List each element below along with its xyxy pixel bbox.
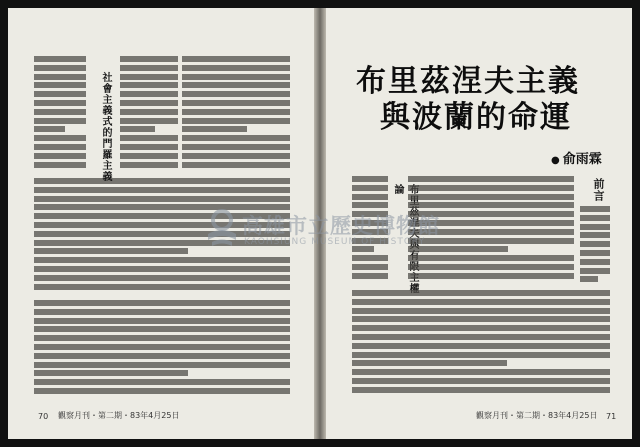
text-line bbox=[120, 162, 178, 168]
text-line bbox=[34, 56, 86, 62]
text-line bbox=[352, 176, 388, 182]
text-line bbox=[34, 370, 188, 376]
text-line bbox=[182, 109, 290, 115]
text-line bbox=[34, 196, 290, 202]
text-line bbox=[352, 185, 388, 191]
text-line bbox=[34, 213, 290, 219]
right-subhead: 里 與 主權論 bbox=[392, 184, 418, 294]
text-line bbox=[34, 153, 86, 159]
text-line bbox=[408, 229, 574, 235]
text-line bbox=[408, 273, 574, 279]
text-line bbox=[34, 379, 290, 385]
text-line bbox=[352, 378, 610, 384]
text-line bbox=[34, 284, 290, 290]
text-line bbox=[580, 276, 598, 282]
text-line bbox=[352, 308, 610, 314]
watermark-text: 高雄市立歷史博物館 bbox=[242, 214, 440, 238]
author-name: 俞雨霖 bbox=[562, 152, 602, 167]
text-line bbox=[408, 255, 574, 261]
text-line bbox=[120, 153, 178, 159]
text-line bbox=[34, 144, 86, 150]
text-line bbox=[580, 215, 610, 221]
text-line bbox=[34, 318, 290, 324]
text-column bbox=[34, 178, 290, 298]
text-column bbox=[352, 290, 610, 402]
text-line bbox=[352, 255, 388, 261]
text-line bbox=[34, 178, 290, 184]
text-line bbox=[352, 238, 388, 244]
text-line bbox=[34, 91, 86, 97]
left-page bbox=[8, 8, 314, 439]
text-line bbox=[352, 211, 388, 217]
page-footer: 觀察月刊・第二期・83年4月25日 bbox=[476, 411, 598, 420]
preface-heading: 前言 bbox=[592, 178, 605, 202]
text-line bbox=[352, 316, 610, 322]
text-line bbox=[352, 246, 374, 252]
text-line bbox=[182, 162, 290, 168]
text-line bbox=[352, 352, 610, 358]
text-line bbox=[408, 264, 574, 270]
text-line bbox=[352, 229, 388, 235]
text-line bbox=[34, 162, 86, 168]
text-line bbox=[580, 250, 610, 256]
magazine-spread bbox=[8, 8, 632, 439]
text-column bbox=[408, 176, 574, 286]
text-line bbox=[580, 206, 610, 212]
text-line bbox=[352, 387, 610, 393]
text-line bbox=[408, 185, 574, 191]
text-line bbox=[352, 325, 610, 331]
article-title-line1: 布里茲涅夫主義 bbox=[356, 64, 580, 99]
spine-gutter bbox=[314, 8, 326, 439]
text-line bbox=[352, 220, 388, 226]
text-line bbox=[120, 144, 178, 150]
text-line bbox=[182, 153, 290, 159]
text-line bbox=[120, 65, 178, 71]
text-line bbox=[408, 238, 574, 244]
text-line bbox=[34, 257, 290, 263]
text-line bbox=[408, 246, 508, 252]
text-line bbox=[580, 224, 610, 230]
text-line bbox=[408, 176, 574, 182]
text-column bbox=[34, 56, 86, 176]
bullet-icon: ● bbox=[551, 155, 560, 166]
text-line bbox=[34, 240, 290, 246]
text-line bbox=[352, 360, 507, 366]
text-line bbox=[182, 56, 290, 62]
text-line bbox=[34, 65, 86, 71]
text-line bbox=[182, 100, 290, 106]
text-line bbox=[120, 100, 178, 106]
text-line bbox=[352, 334, 610, 340]
text-line bbox=[120, 56, 178, 62]
article-title-line2: 與波蘭的命運 bbox=[380, 100, 572, 135]
text-line bbox=[352, 290, 610, 296]
page-footer: 觀察月刊・第二期・83年4月25日 bbox=[58, 411, 180, 420]
text-column bbox=[34, 300, 290, 404]
right-page bbox=[326, 8, 632, 439]
text-column bbox=[352, 176, 388, 286]
text-line bbox=[34, 82, 86, 88]
page-number: 70 bbox=[38, 412, 49, 421]
text-line bbox=[352, 369, 610, 375]
text-line bbox=[120, 118, 178, 124]
text-line bbox=[352, 202, 388, 208]
text-line bbox=[352, 299, 610, 305]
text-line bbox=[34, 222, 290, 228]
text-line bbox=[34, 326, 290, 332]
text-line bbox=[34, 126, 65, 132]
text-line bbox=[120, 126, 155, 132]
text-line bbox=[182, 135, 290, 141]
text-line bbox=[34, 231, 290, 237]
page-number: 71 bbox=[606, 412, 617, 421]
text-column bbox=[580, 206, 610, 286]
text-line bbox=[580, 241, 610, 247]
text-line bbox=[120, 74, 178, 80]
text-line bbox=[580, 268, 610, 274]
text-line bbox=[352, 343, 610, 349]
text-line bbox=[34, 388, 290, 394]
text-line bbox=[182, 144, 290, 150]
text-line bbox=[408, 220, 574, 226]
text-line bbox=[182, 118, 290, 124]
text-column bbox=[120, 56, 178, 176]
text-line bbox=[34, 344, 290, 350]
text-line bbox=[182, 91, 290, 97]
text-line bbox=[34, 300, 290, 306]
text-line bbox=[408, 194, 574, 200]
author-byline bbox=[551, 148, 602, 167]
text-line bbox=[34, 118, 86, 124]
text-line bbox=[352, 194, 388, 200]
text-line bbox=[34, 109, 86, 115]
text-line bbox=[580, 232, 610, 238]
text-line bbox=[120, 82, 178, 88]
text-line bbox=[120, 135, 178, 141]
watermark-subtext: KAOHSIUNG MUSEUM OF HISTORY bbox=[244, 237, 426, 247]
text-line bbox=[352, 264, 388, 270]
text-line bbox=[182, 74, 290, 80]
text-line bbox=[120, 109, 178, 115]
text-line bbox=[580, 259, 610, 265]
left-subhead: 社會主義式的門羅主義 bbox=[100, 72, 111, 182]
text-line bbox=[182, 82, 290, 88]
text-line bbox=[34, 353, 290, 359]
text-line bbox=[352, 273, 388, 279]
text-line bbox=[34, 309, 290, 315]
text-line bbox=[34, 135, 86, 141]
text-line bbox=[182, 126, 247, 132]
text-line bbox=[408, 202, 574, 208]
text-line bbox=[120, 91, 178, 97]
text-line bbox=[182, 65, 290, 71]
text-line bbox=[34, 187, 290, 193]
text-line bbox=[34, 335, 290, 341]
text-line bbox=[34, 362, 290, 368]
text-line bbox=[34, 74, 86, 80]
text-line bbox=[408, 211, 574, 217]
text-column bbox=[182, 56, 290, 176]
text-line bbox=[34, 275, 290, 281]
text-line bbox=[34, 248, 188, 254]
text-line bbox=[34, 266, 290, 272]
text-line bbox=[34, 204, 290, 210]
text-line bbox=[34, 100, 86, 106]
